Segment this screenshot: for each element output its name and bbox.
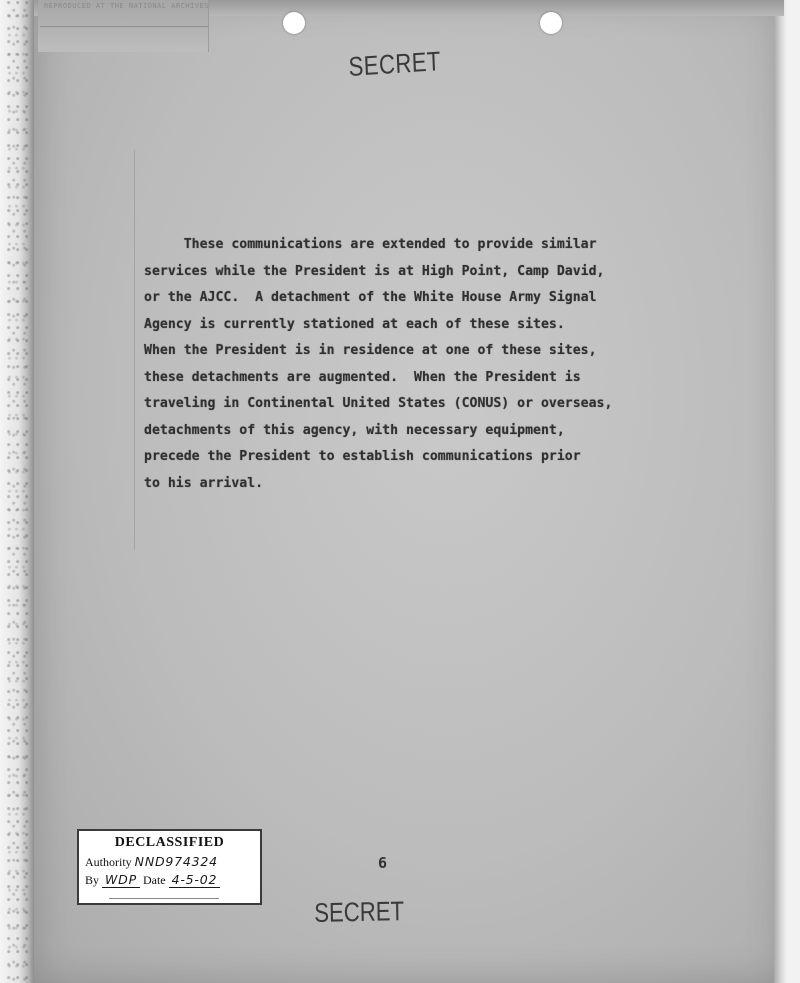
folder-tab-rule	[40, 26, 208, 27]
authority-label: Authority	[85, 855, 132, 869]
date-value: 4-5-02	[169, 872, 221, 888]
archives-header-note: REPRODUCED AT THE NATIONAL ARCHIVES	[44, 2, 210, 10]
body-line: detachments of this agency, with necessary equipment,	[144, 422, 565, 438]
body-line: services while the President is at High Point, Camp David,	[144, 263, 605, 279]
date-label: Date	[142, 873, 166, 887]
declassified-heading: DECLASSIFIED	[114, 835, 225, 850]
punch-hole-right	[540, 12, 562, 34]
sheet-right-edge	[774, 0, 786, 983]
body-line: to his arrival.	[144, 475, 264, 491]
by-date-row	[85, 871, 254, 889]
authority-value: NND974324	[134, 854, 218, 869]
body-line: or the AJCC. A detachment of the White House Army Signal	[144, 290, 597, 305]
classification-marking-top: SECRET	[348, 46, 442, 82]
stamp-bottom-rule	[109, 898, 219, 899]
scan-right-margin	[786, 0, 800, 983]
body-line: These communications are extended to provide similar	[144, 237, 597, 252]
punch-hole-left	[283, 12, 305, 34]
classification-marking-bottom: SECRET	[314, 896, 405, 928]
by-value: WDP	[102, 872, 140, 888]
authority-row	[85, 853, 254, 871]
page-number: 6	[378, 854, 388, 872]
scan-noise	[6, 0, 28, 983]
by-label: By	[85, 873, 100, 887]
body-line: Agency is currently stationed at each of these sites.	[144, 316, 565, 332]
body-line: these detachments are augmented. When the President is	[144, 369, 581, 385]
margin-line	[134, 150, 135, 550]
declassification-stamp	[77, 829, 262, 905]
body-line: When the President is in residence at one of these sites,	[144, 343, 597, 358]
body-paragraph	[144, 232, 714, 497]
body-line: precede the President to establish communications prior	[144, 449, 581, 464]
body-line: traveling in Continental United States (CONUS) or overseas,	[144, 396, 613, 411]
